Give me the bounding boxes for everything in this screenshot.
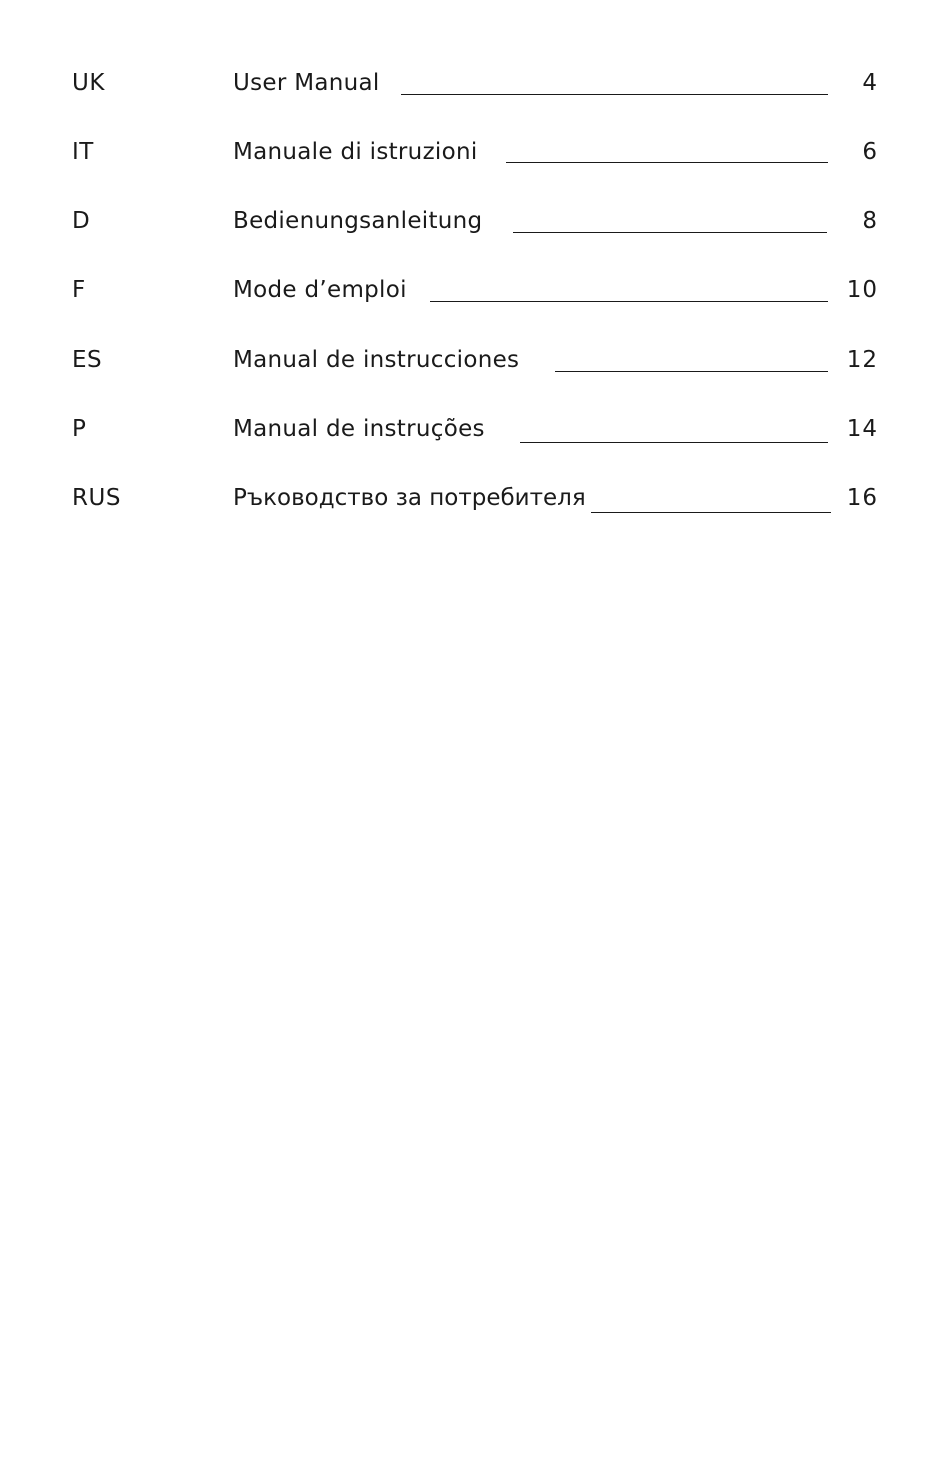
language-code: RUS	[72, 485, 121, 511]
manual-title: Manual de instruções	[233, 416, 485, 442]
toc-entry-p[interactable]	[0, 409, 950, 449]
leader-line	[520, 442, 828, 443]
toc-entry-f[interactable]	[0, 270, 950, 310]
leader-line	[506, 162, 828, 163]
language-code: P	[72, 416, 87, 442]
manual-title: Ръководство за потребителя	[233, 485, 586, 511]
toc-entry-d[interactable]	[0, 201, 950, 241]
toc-entry-rus[interactable]	[0, 478, 950, 518]
language-code: ES	[72, 347, 103, 373]
manual-title: Bedienungsanleitung	[233, 208, 483, 234]
language-code: UK	[72, 70, 105, 96]
manual-title: Manuale di istruzioni	[233, 139, 478, 165]
language-code: D	[72, 208, 91, 234]
leader-line	[430, 301, 828, 302]
language-code: IT	[72, 139, 94, 165]
page-number: 16	[846, 485, 878, 511]
manual-title: User Manual	[233, 70, 380, 96]
leader-line	[401, 94, 828, 95]
manual-title: Mode d’emploi	[233, 277, 407, 303]
toc-entry-es[interactable]	[0, 340, 950, 380]
leader-line	[513, 232, 827, 233]
page-number: 10	[846, 277, 878, 303]
page-number: 8	[862, 208, 878, 234]
page-number: 14	[846, 416, 878, 442]
manual-title: Manual de instrucciones	[233, 347, 520, 373]
page-number: 4	[862, 70, 878, 96]
leader-line	[555, 371, 828, 372]
leader-line	[591, 512, 831, 513]
page-number: 6	[862, 139, 878, 165]
toc-entry-uk[interactable]	[0, 63, 950, 103]
page-number: 12	[846, 347, 878, 373]
toc-entry-it[interactable]	[0, 132, 950, 172]
language-code: F	[72, 277, 86, 303]
